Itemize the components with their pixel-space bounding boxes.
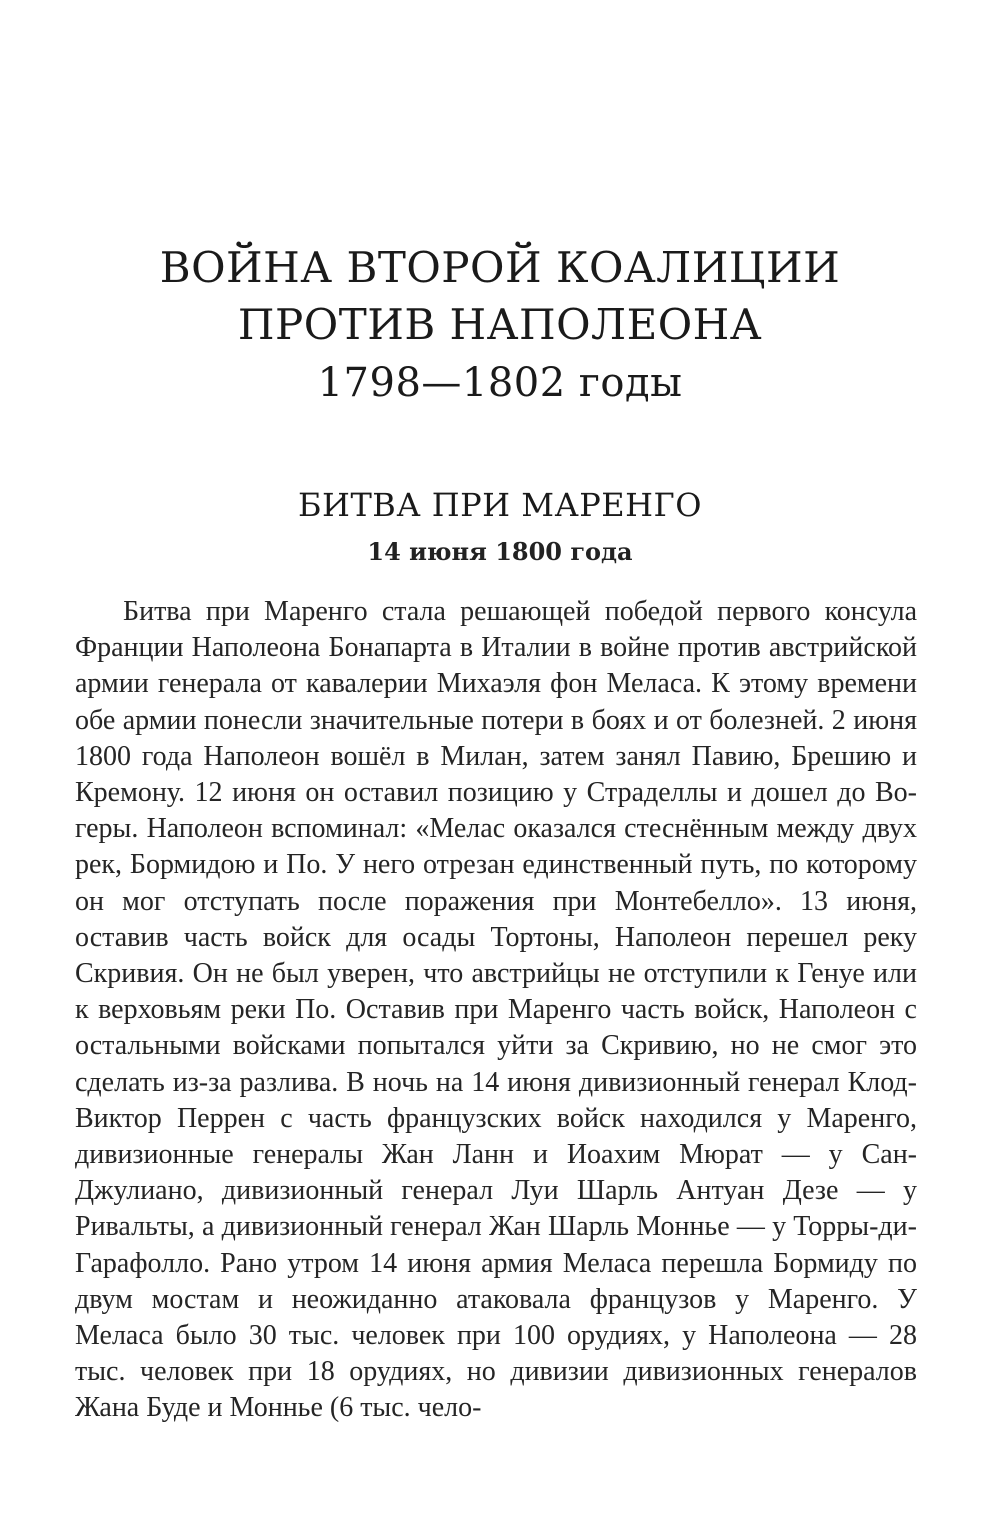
chapter-title-line-2: ПРОТИВ НАПОЛЕОНА: [237, 300, 763, 349]
section-title: БИТВА ПРИ МАРЕНГО: [298, 486, 702, 524]
section-date: 14 июня 1800 года: [367, 537, 633, 566]
chapter-title: [90, 240, 910, 412]
body-paragraph: Битва при Маренго стала решающей победой первого консула Франции Наполеона Бонапарта в Италии в войне против австрийской армии генерала от кавалерии Михаэля фон Меласа. К этому времени обе армии понесли значительные потери в боях и от болезней. 2 июня 1800 года Наполеон вошёл в Милан, затем занял Павию, Брешию и Кремону. 12 июня он оставил позицию у Страделлы и дошел до Вогеры. Наполеон вспоминал: «Мелас оказался стеснённым между двух рек, Бормидою и По. У него отрезан единственный путь, по которому он мог отступать после поражения при Монтебелло». 13 июня, оставив часть войск для осады Тортоны, Наполеон перешел реку Скривия. Он не был уверен, что австрийцы не отступили к Генуе или к верховьям реки По. Оставив при Маренго часть войск, Наполеон с остальными войсками попытался уйти за Скривию, но не смог это сделать из-за разлива. В ночь на 14 июня дивизионный генерал Клод-Виктор Перрен с часть французских войск находился у Маренго, дивизионные генералы Жан Ланн и Иоахим Мюрат — у Сан-Джулиано, дивизионный генерал Луи Шарль Антуан Дезе — у Ривальты, а дивизионный генерал Жан Шарль Моннье — у Торры-ди-Гарафолло. Рано утром 14 июня армия Меласа перешла Бормиду по двум мостам и неожиданно атаковала французов у Маренго. У Меласа было 30 тыс. человек при 100 орудиях, у Наполеона — 28 тыс. человек при 18 орудиях, но дивизии дивизионных генералов Жана Буде и Моннье (6 тыс. чело-: [75, 596, 917, 1424]
chapter-title-years: 1798—1802 годы: [317, 360, 683, 406]
chapter-title-line-1: ВОЙНА ВТОРОЙ КОАЛИЦИИ: [159, 243, 841, 292]
